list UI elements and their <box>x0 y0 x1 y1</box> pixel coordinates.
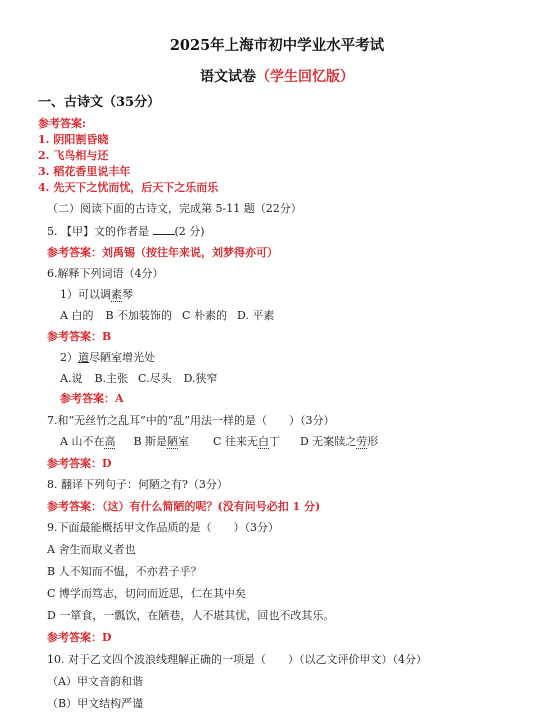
subtitle-main: 语文试卷 <box>200 69 256 85</box>
option-b: B.主张 <box>94 372 129 385</box>
question-9-option-b: B 人不知而不愠，不亦君子乎？ <box>47 565 202 578</box>
question-10-stem: 10. 对于乙文四个波浪线理解正确的一项是（ ）（以乙文评价甲文）（4分） <box>47 653 427 666</box>
question-6-stem: 6.解释下列词语（4分） <box>47 267 164 280</box>
exam-subtitle <box>0 66 554 86</box>
answer-label: 参考答案: <box>38 117 87 130</box>
option-b: B 斯是陋室 <box>133 435 190 448</box>
question-5-answer: 参考答案：刘禹锡（按往年来说，刘梦得亦可） <box>47 246 278 259</box>
question-6-sub1: 1）可以调素琴 <box>60 288 133 301</box>
question-7-stem: 7.和“无丝竹之乱耳”中的“乱”用法一样的是（ ）（3分） <box>47 414 335 427</box>
question-8-stem: 8. 翻译下列句子：何陋之有?（3分） <box>47 478 228 491</box>
question-9-answer: 参考答案：D <box>47 631 112 644</box>
question-7-options <box>60 435 378 449</box>
question-6-sub1-answer: 参考答案：B <box>47 330 112 343</box>
option-d: D.狭窄 <box>183 372 218 385</box>
option-a: A.说 <box>60 372 83 385</box>
question-10-option-a: （A）甲文音韵和谐 <box>47 675 143 688</box>
answer-item-2: 2. 飞鸟相与还 <box>38 149 109 162</box>
question-9-stem: 9.下面最能概括甲文作品质的是（ ）（3分） <box>47 521 279 534</box>
section-heading: 一、古诗文（35分） <box>38 95 161 110</box>
exam-title: 2025年上海市初中学业水平考试 <box>169 37 385 54</box>
option-c: C.尽头 <box>138 372 172 385</box>
marked-char: 道 <box>78 351 89 364</box>
answer-blank <box>153 224 175 235</box>
option-c: C 往来无白丁 <box>213 435 280 448</box>
question-6-sub2: 2）道尽陋室增光处 <box>60 351 155 364</box>
question-10-option-b: （B）甲文结构严谨 <box>47 697 144 710</box>
option-d: D 无案牍之劳形 <box>299 435 379 448</box>
subtitle-note: （学生回忆版） <box>256 69 354 85</box>
option-a: A 山不在高 <box>60 435 116 448</box>
question-6-sub2-answer: 参考答案：A <box>60 392 124 405</box>
question-9-option-d: D 一箪食，一瓢饮，在陋巷，人不堪其忧，回也不改其乐。 <box>47 609 335 622</box>
answer-item-1: 1. 阴阳割昏晓 <box>38 133 109 146</box>
question-9-option-a: A 舍生而取义者也 <box>47 543 136 556</box>
question-5 <box>47 224 205 239</box>
answer-item-4: 4. 先天下之忧而忧，后天下之乐而乐 <box>38 181 219 194</box>
answer-item-3: 3. 稻花香里说丰年 <box>38 165 131 178</box>
option-a: A 白的 <box>60 309 94 322</box>
part2-intro: （二）阅读下面的古诗文，完成第 5-11 题（22分） <box>47 202 302 215</box>
question-6-sub2-options <box>60 372 218 386</box>
option-b: B 不加装饰的 <box>105 309 173 322</box>
option-d: D. 平素 <box>236 309 275 322</box>
question-9-option-c: C 博学而笃志，切问而近思，仁在其中矣 <box>47 587 246 600</box>
question-5-stem: 5. 【甲】文的作者是 <box>47 225 149 238</box>
question-8-answer: 参考答案：（这）有什么简陋的呢？(没有问号必扣 1 分) <box>47 500 321 513</box>
question-6-sub1-options <box>60 309 274 323</box>
question-7-answer: 参考答案：D <box>47 457 112 470</box>
question-5-score: (2 分) <box>174 225 205 238</box>
marked-char: 素 <box>111 288 122 301</box>
option-c: C 朴素的 <box>182 309 227 322</box>
